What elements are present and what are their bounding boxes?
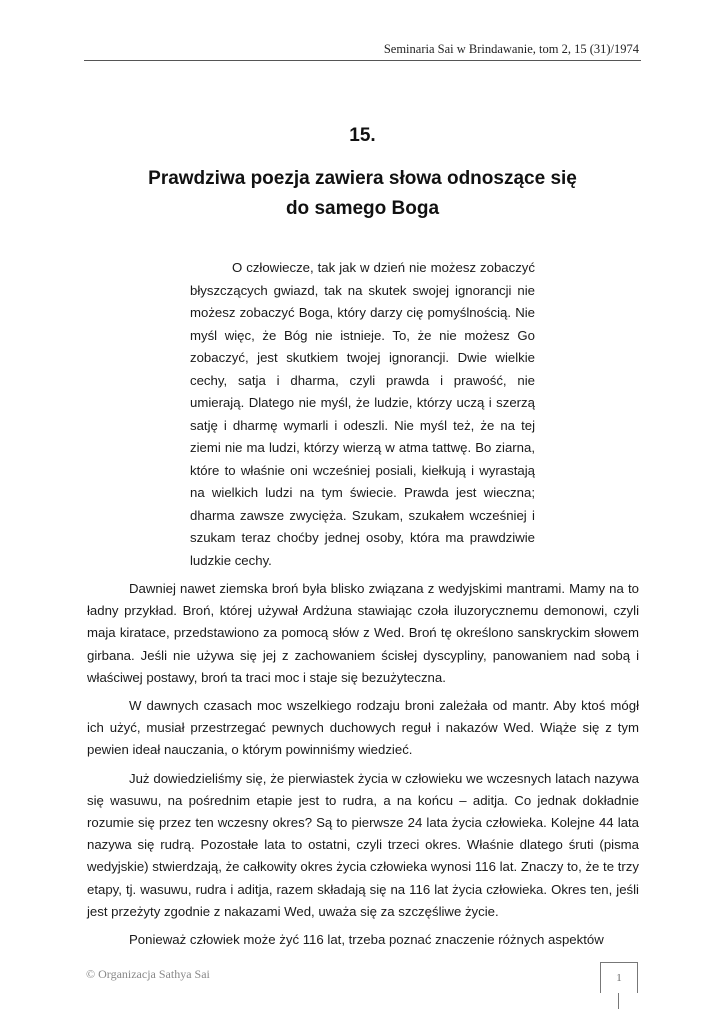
body-paragraph: W dawnych czasach moc wszelkiego rodzaju broni zależała od mantr. Aby ktoś mógł ich użyć, musiał przestrzegać pewnych duchowych reguł i nakazów Wed. Wiąże się z tym pewien ideał nauczania, o którym powinniśmy wiedzieć.	[87, 698, 639, 758]
chapter-title-line-2: do samego Boga	[285, 198, 440, 219]
chapter-number: 15.	[349, 125, 376, 146]
running-header: Seminaria Sai w Brindawanie, tom 2, 15 (31)/1974	[383, 42, 639, 56]
body-paragraph: Już dowiedzieliśmy się, że pierwiastek życia w człowieku we wczesnych latach nazywa się wasuwu, na pośrednim etapie jest to rudra, a na końcu – aditja. Co jednak dokładnie rozumie się przez ten wczesny okres? Są to pierwsze 24 lata życia człowieka. Kolejne 44 lata nazywa się rudrą. Pozostałe lata to ostatni, czyli trzeci okres. Właśnie dlatego śruti (pisma wedyjskie) stwierdzają, że całkowity okres życia człowieka wynosi 116 lat. Znaczy to, że te trzy etapy, tj. wasuwu, rudra i aditja, razem składają się na 116 lat życia człowieka. Okres ten, jeśli jest przeżyty zgodnie z nakazami Wed, uważa się za szczęśliwe życie.	[87, 770, 639, 919]
chapter-title-line-1: Prawdziwa poezja zawiera słowa odnoszące się	[148, 168, 577, 189]
footer-copyright: © Organizacja Sathya Sai	[86, 967, 210, 981]
page-number: 1	[600, 962, 638, 993]
chapter-title	[100, 164, 625, 224]
body-text	[87, 578, 639, 957]
page-number-tick	[618, 993, 619, 1009]
epigraph-text: O człowiecze, tak jak w dzień nie możesz zobaczyć błyszczących gwiazd, tak na skutek swojej ignorancji nie możesz zobaczyć Boga, który darzy cię pomyślnością. Nie myśl więc, że Bóg nie istnieje. To, że nie możesz Go zobaczyć, jest skutkiem twojej ignorancji. Dwie wielkie cechy, satja i dharma, czyli prawda i prawość, nie umierają. Dlatego nie myśl, że ludzie, którzy uczą i szerzą satję i dharmę wymarli i odeszli. Nie myśl też, że na tej ziemi nie ma ludzi, którzy wierzą w atma tattwę. Bo ziarna, które to właśnie oni wcześniej posiali, kiełkują i wyrastają na wielkich ludzi na tym świecie. Prawda jest wieczna; dharma zawsze zwycięża. Szukam, szukałem wcześniej i szukam teraz choćby jednej osoby, która ma prawdziwie ludzkie cechy.	[190, 260, 535, 568]
header-divider	[84, 60, 641, 61]
body-paragraph: Ponieważ człowiek może żyć 116 lat, trzeba poznać znaczenie różnych aspektów	[129, 932, 604, 948]
epigraph-quote	[190, 257, 535, 572]
body-paragraph: Dawniej nawet ziemska broń była blisko związana z wedyjskimi mantrami. Mamy na to ładny przykład. Broń, której używał Ardżuna stawiając czoła iluzorycznemu demonowi, czyli maja kiratace, przedstawiono za pomocą słów z Wed. Broń tę określono sanskryckim słowem girbana. Jeśli nie używa się jej z zachowaniem ścisłej dyscypliny, panowaniem nad sobą i właściwej postawy, broń ta traci moc i staje się bezużyteczna.	[87, 581, 639, 685]
